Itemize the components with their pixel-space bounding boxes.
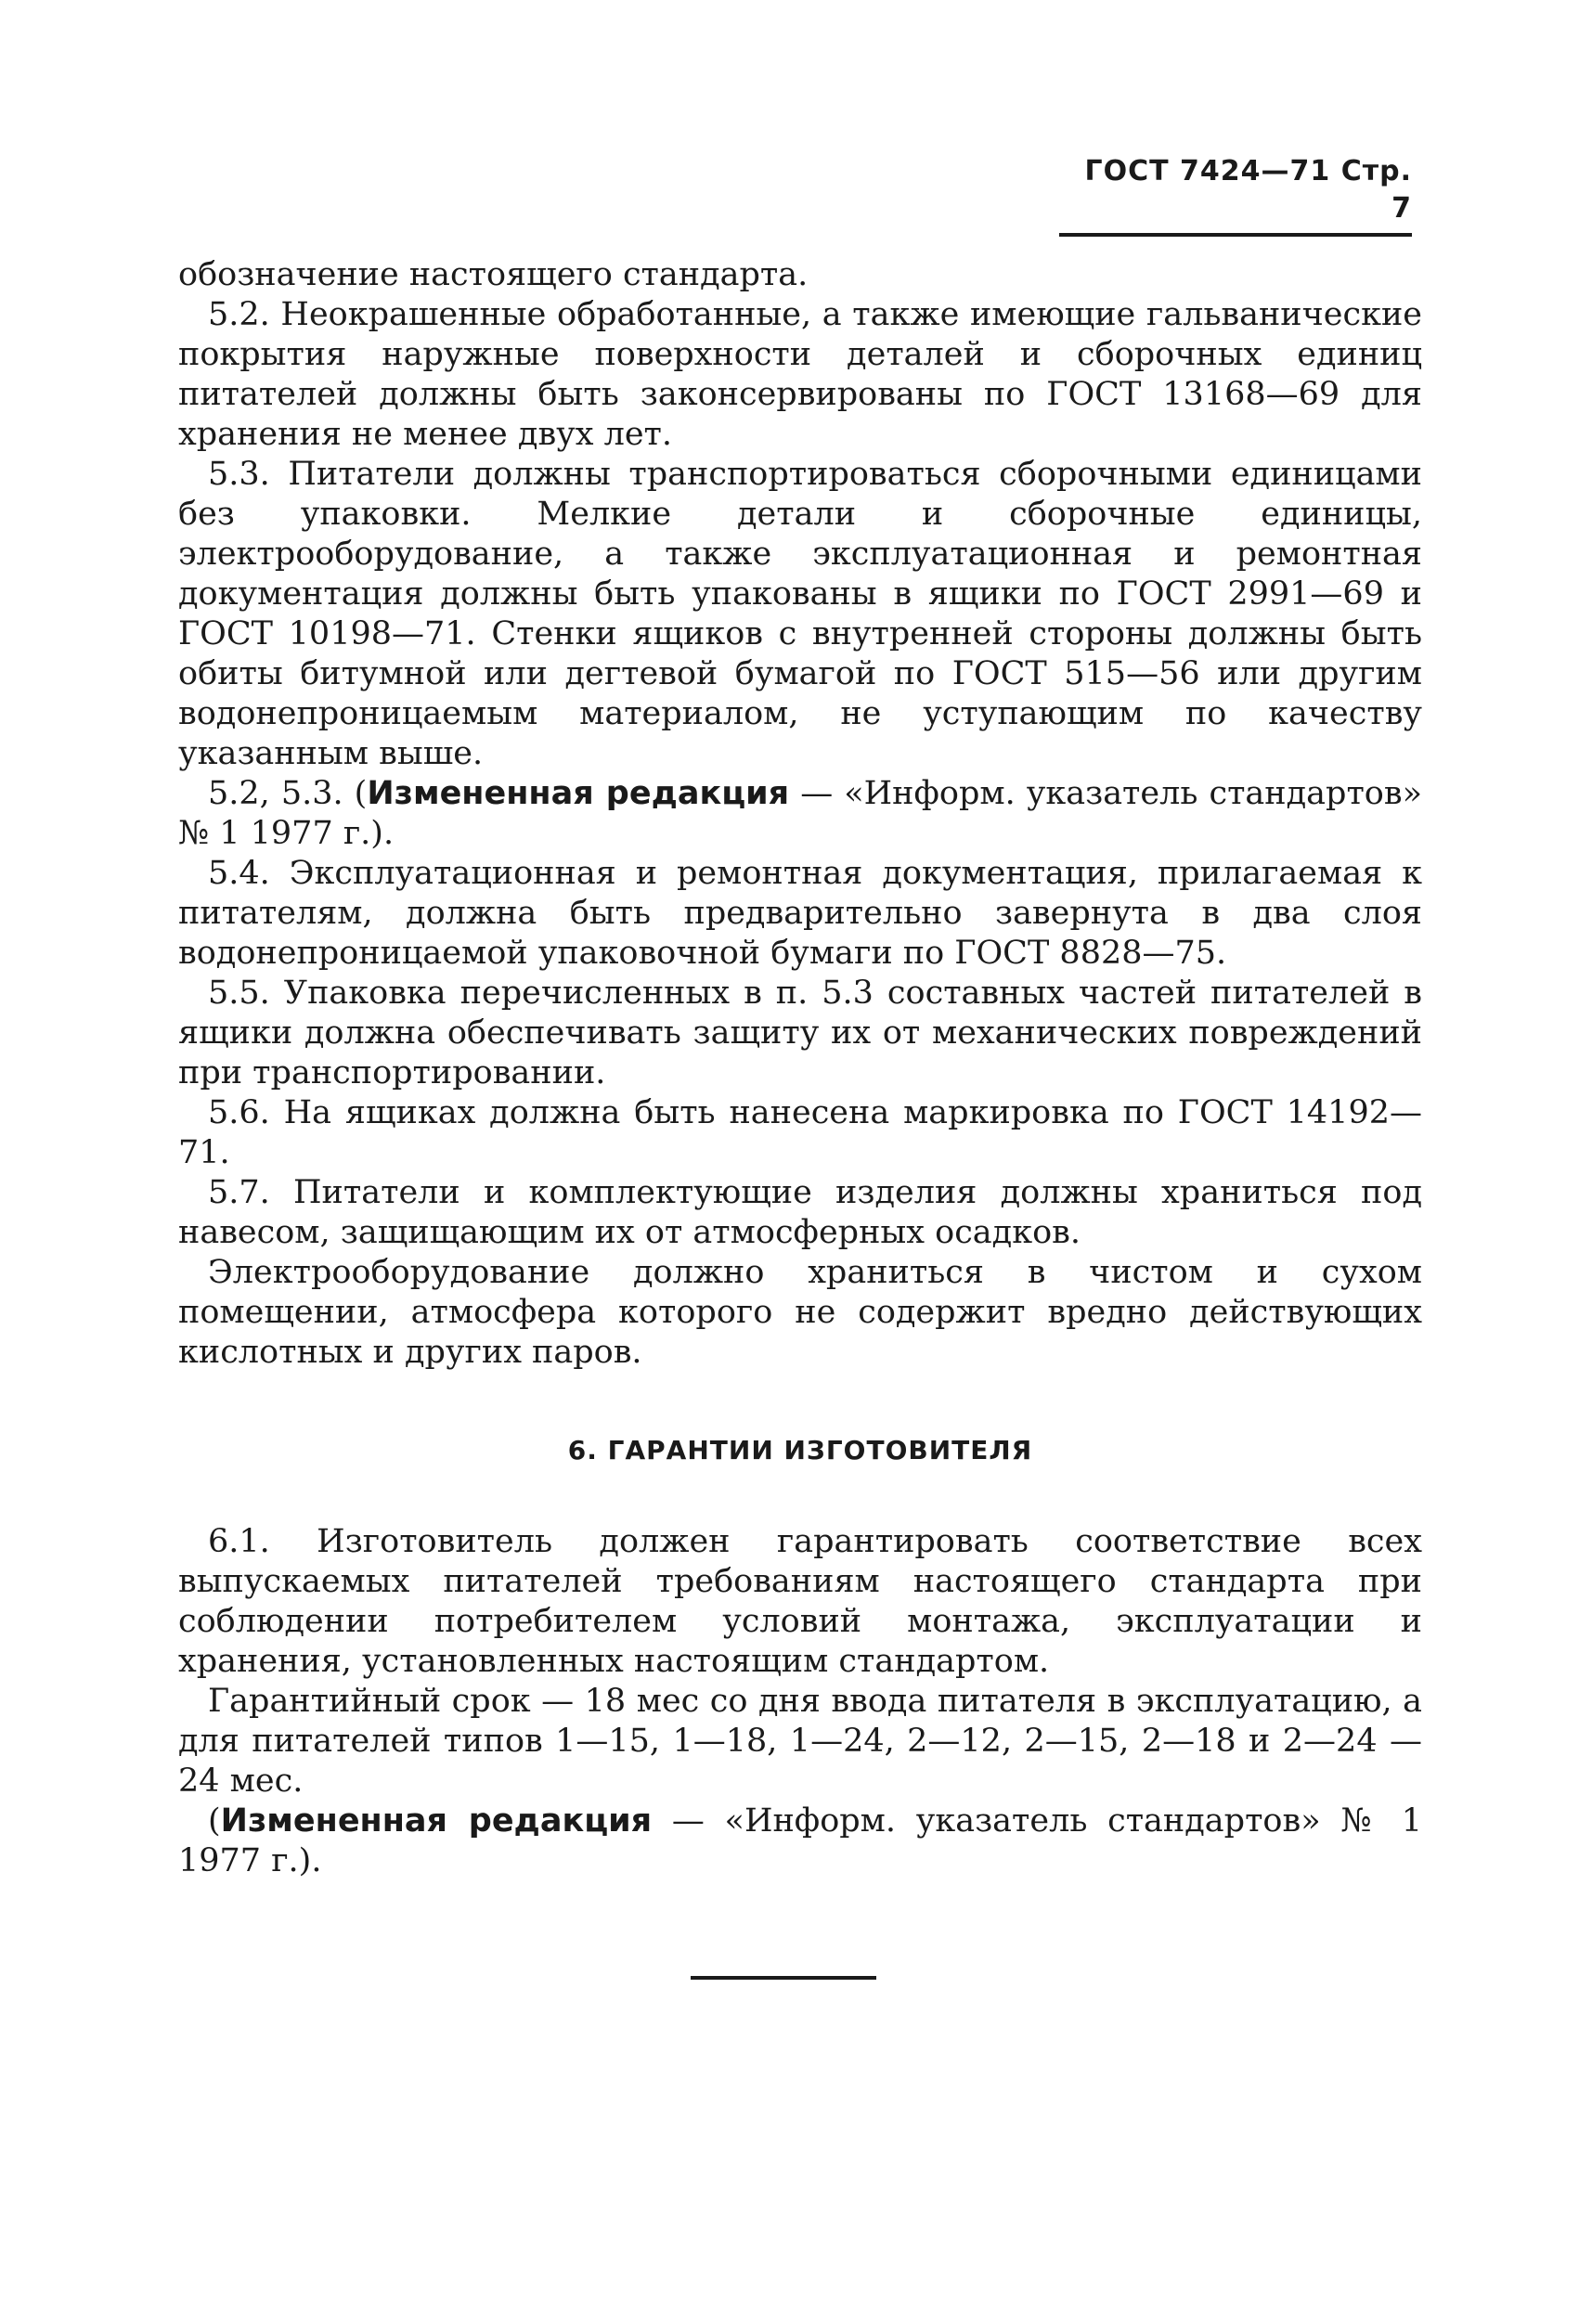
document-body (178, 255, 1422, 1881)
section-title: 6. ГАРАНТИИ ИЗГОТОВИТЕЛЯ (567, 1435, 1033, 1465)
paragraph-5-5: 5.5. Упаковка перечисленных в п. 5.3 составных частей питателей в ящики должна обеспечивать защиту их от механических повреждений при транспортировании. (178, 975, 1422, 1091)
paragraph: обозначение настоящего стандарта. (178, 256, 809, 293)
amendment-note-2 (178, 1801, 1422, 1881)
amendment-prefix: ( (208, 1802, 221, 1840)
paragraph-6-1: 6.1. Изготовитель должен гарантировать соответствие всех выпускаемых питателей требованиям настоящего стандарта при соблюдении потребителем условий монтажа, эксплуатации и хранения, установленных настоящим стандартом. (178, 1523, 1422, 1680)
paragraph-5-6: 5.6. На ящиках должна быть нанесена маркировка по ГОСТ 14192—71. (178, 1094, 1422, 1171)
page-header (1059, 153, 1412, 237)
paragraph-warranty: Гарантийный срок — 18 мес со дня ввода питателя в эксплуатацию, а для питателей типов 1—15, 1—18, 1—24, 2—12, 2—15, 2—18 и 2—24 — 24 мес. (178, 1683, 1422, 1800)
paragraph-5-7: 5.7. Питатели и комплектующие изделия должны храниться под навесом, защищающим их от атмосферных осадков. (178, 1174, 1422, 1251)
paragraph-electrical: Электрооборудование должно храниться в чистом и сухом помещении, атмосфера которого не содержит вредно действующих кислотных и других паров. (178, 1254, 1422, 1371)
paragraph-5-3: 5.3. Питатели должны транспортироваться сборочными единицами без упаковки. Мелкие детали и сборочные единицы, электрооборудование, а также эксплуатационная и ремонтная документация должны быть упакованы в ящики по ГОСТ 2991—69 и ГОСТ 10198—71. Стенки ящиков с внутренней стороны должны быть обиты битумной или дегтевой бумагой по ГОСТ 515—56 или другим водонепроницаемым материалом, не уступающим по качеству указанным выше. (178, 456, 1422, 772)
paragraph-5-4: 5.4. Эксплуатационная и ремонтная документация, прилагаемая к питателям, должна быть предварительно завернута в два слоя водонепроницаемой упаковочной бумаги по ГОСТ 8828—75. (178, 855, 1422, 972)
amendment-bold: Измененная редакция (367, 775, 790, 812)
paragraph-5-2: 5.2. Неокрашенные обработанные, а также имеющие гальванические покрытия наружные поверхности деталей и сборочных единиц питателей должны быть законсервированы по ГОСТ 13168—69 для хранения не менее двух лет. (178, 296, 1422, 453)
amendment-note (178, 774, 1422, 854)
amendment-bold: Измененная редакция (220, 1802, 653, 1840)
header-rule (1059, 233, 1412, 237)
header-title: ГОСТ 7424—71 Стр. 7 (1084, 155, 1412, 225)
end-rule (691, 1976, 876, 1980)
amendment-suffix: — «Информ. указатель стандартов» № 1 1977 г.). (178, 1802, 1422, 1879)
amendment-suffix: — «Информ. указатель стандартов» № 1 1977 г.). (178, 775, 1423, 852)
amendment-prefix: 5.2, 5.3. ( (208, 775, 368, 812)
